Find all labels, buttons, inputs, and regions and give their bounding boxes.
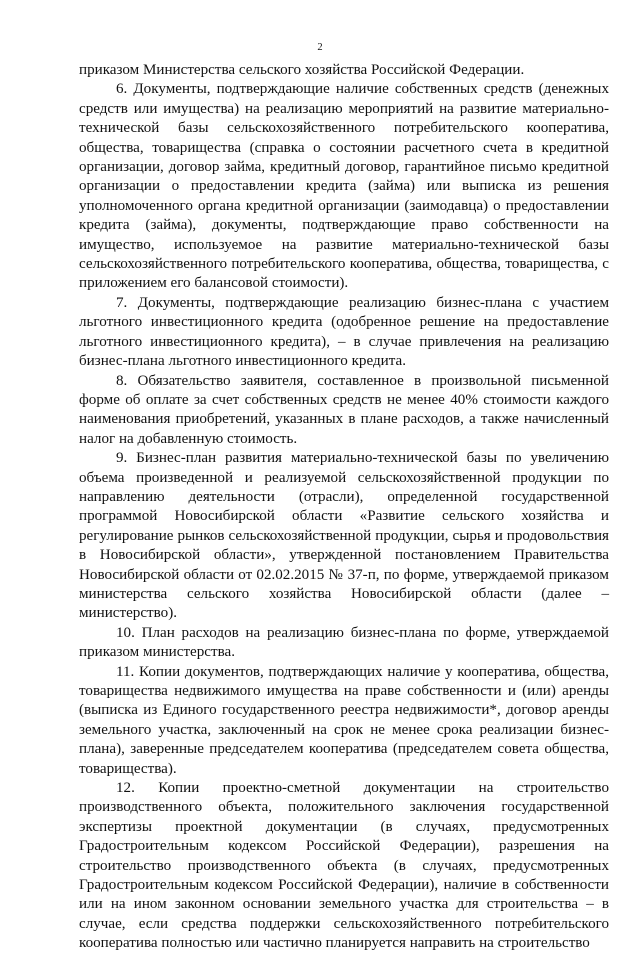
paragraph-item-11: 11. Копии документов, подтверждающих наличие у кооператива, общества, товарищества недвижимого имущества на праве собственности и (или) аренды (выписка из Единого государственного реестра недвижимости*, договор аренды земельного участка, заключенный на срок не менее срока реализации бизнес-плана), заверенные председателем кооператива (председателем совета общества, товарищества). — [79, 663, 609, 777]
paragraph-item-10: 10. План расходов на реализацию бизнес-плана по форме, утверждаемой приказом министерства. — [79, 624, 609, 661]
paragraph-item-6: 6. Документы, подтверждающие наличие собственных средств (денежных средств или имущества) на реализацию мероприятий на развитие материально-технической базы сельскохозяйственного потребительского кооператива, общества, товарищества (справка о состоянии расчетного счета в кредитной организации, договор займа, кредитный договор, гарантийное письмо кредитной организации о предоставлении кредита (займа) или выписка из решения уполномоченного органа кредитной организации (заимодавца) о предоставлении кредита (займа), документы, подтверждающие право собственности на имущество, используемое на развитие материально-технической базы сельскохозяйственного потребительского кооператива, общества, товарищества, с приложением его балансовой стоимости). — [79, 81, 609, 292]
paragraph-continuation: приказом Министерства сельского хозяйства Российской Федерации. — [79, 62, 525, 78]
page-number: 2 — [317, 42, 323, 53]
paragraph-item-7: 7. Документы, подтверждающие реализацию бизнес-плана с участием льготного инвестиционного кредита (одобренное решение на предоставление льготного инвестиционного кредита), – в случае привлечения на реализацию бизнес-плана льготного инвестиционного кредита. — [79, 294, 609, 370]
paragraph-item-9: 9. Бизнес-план развития материально-технической базы по увеличению объема произведенной и реализуемой сельскохозяйственной продукции по направлению деятельности (отрасли), определенной государственной программой Новосибирской области «Развитие сельского хозяйства и регулирование рынков сельскохозяйственной продукции, сырья и продовольствия в Новосибирской области», утвержденной постановлением Правительства Новосибирской области от 02.02.2015 № 37-п, по форме, утверждаемой приказом министерства сельского хозяйства Новосибирской области (далее – министерство). — [79, 450, 609, 622]
document-body — [79, 61, 609, 954]
paragraph-item-12: 12. Копии проектно-сметной документации на строительство производственного объекта, положительного заключения государственной экспертизы проектной документации (в случаях, предусмотренных Градостроительным кодексом Российской Федерации), разрешения на строительство производственного объекта (в случаях, предусмотренных Градостроительным кодексом Российской Федерации), наличие в собственности или на ином законном основании земельного участка для строительства – в случае, если средства поддержки сельскохозяйственного потребительского кооператива полностью или частично планируется направить на строительство — [79, 780, 609, 952]
paragraph-item-8: 8. Обязательство заявителя, составленное в произвольной письменной форме об оплате за счет собственных средств не менее 40% стоимости каждого наименования приобретений, указанных в плане расходов, а также начисленный налог на добавленную стоимость. — [79, 372, 609, 447]
